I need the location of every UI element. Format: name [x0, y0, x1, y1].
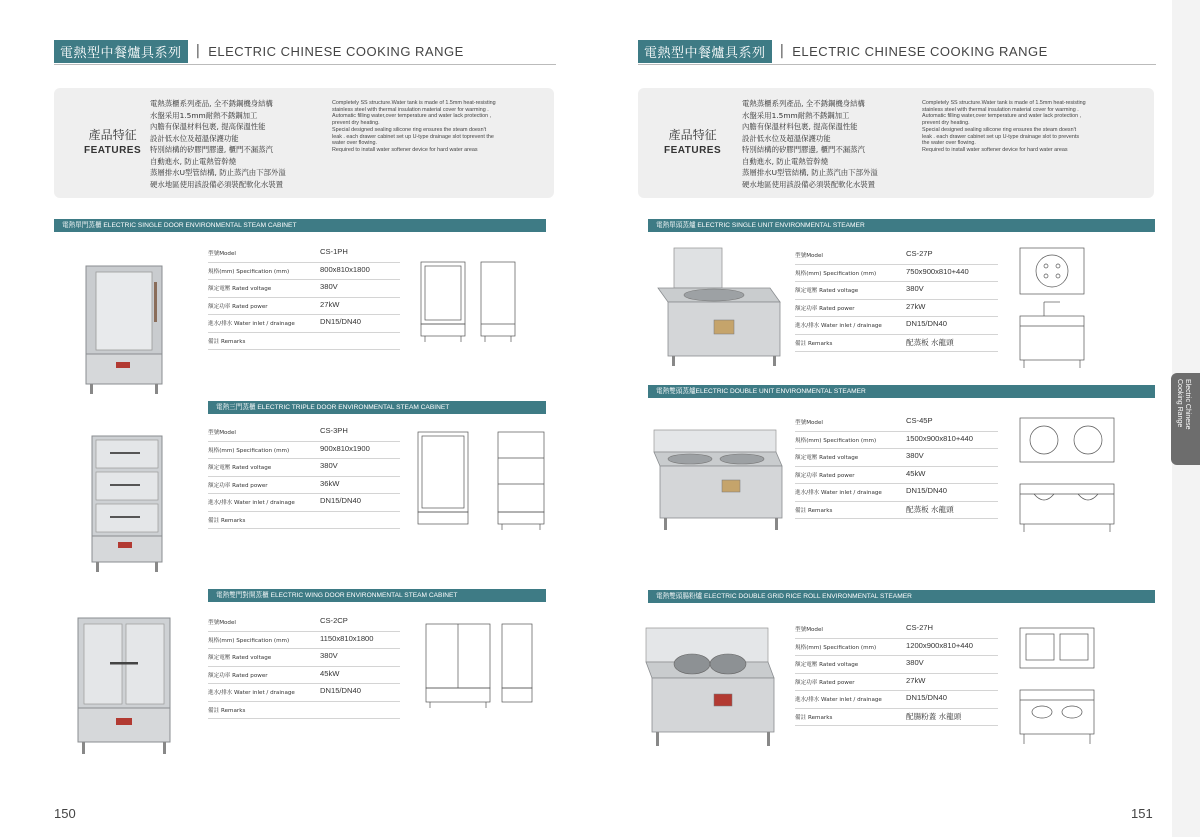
water-value: DN15/DN40	[320, 496, 361, 505]
voltage-value: 380V	[906, 284, 924, 293]
page-header	[54, 40, 464, 62]
product-title-bar: 電熱雙頭腸粉爐 ELECTRIC DOUBLE GRID RICE ROLL ENVIRONMENTAL STEAMER	[648, 590, 1155, 603]
features-panel	[54, 88, 554, 198]
technical-drawing	[1014, 242, 1094, 378]
features-cn-text: 電熱蒸櫃系列產品, 全不銹鋼機身結構 水盤采用1.5mm耐熱不銹鋼加工 內膽有保溫材料包裹, 提高保溫性能 設計低水位及超溫保護功能 特別結構的矽膠門膠邊, 櫃門不漏蒸汽 自動進水, 防止電熱管幹燒 蒸層排水U型管結構, 防止蒸汽由下部外溢 硬水地區使用該設備必須裝配軟化水裝置	[742, 99, 878, 189]
model-value: CS-2CP	[320, 616, 348, 625]
power-value: 45kW	[906, 468, 926, 478]
spec-value: 800x810x1800	[320, 264, 370, 274]
power-value: 36kW	[320, 478, 340, 488]
header-cn: 電熱型中餐爐具系列	[638, 40, 772, 63]
water-value: DN15/DN40	[320, 317, 361, 326]
header-rule	[54, 64, 556, 65]
page-number: 150	[54, 806, 76, 821]
features-title	[664, 126, 721, 156]
spec-table: 型號Model CS-1PH 規格(mm) Specification (mm) 800x810x1800 額定電壓 Rated voltage 380V 額定功率 Rated power 27kW 進水/排水 Water inlet / drainage DN15/DN40 備註 Remarks	[208, 245, 400, 350]
header-en: ELECTRIC CHINESE COOKING RANGE	[792, 43, 1048, 59]
model-value: CS-3PH	[320, 426, 348, 435]
remarks-value: 配蒸板 水龍頭	[906, 337, 954, 347]
voltage-value: 380V	[320, 651, 338, 660]
spec-table: 型號Model CS-27P 規格(mm) Specification (mm) 750x900x810+440 額定電壓 Rated voltage 380V 額定功率 Rated power 27kW 進水/排水 Water inlet / drainage DN15/DN40 備註 Remarks 配蒸板 水龍頭	[795, 247, 998, 352]
model-value: CS-1PH	[320, 247, 348, 256]
model-value: CS-27P	[906, 249, 933, 258]
product-title-bar: 電熱三門蒸櫃 ELECTRIC TRIPLE DOOR ENVIRONMENTAL STEAM CABINET	[208, 401, 546, 414]
power-value: 27kW	[906, 675, 926, 685]
water-value: DN15/DN40	[320, 686, 361, 695]
header-separator: |	[779, 43, 785, 59]
spec-value: 900x810x1900	[320, 443, 370, 453]
header-rule	[638, 64, 1156, 65]
spec-value: 750x900x810+440	[906, 266, 969, 276]
page-header	[638, 40, 1048, 62]
product-title-bar: 電熱雙頭蒸爐ELECTRIC DOUBLE UNIT ENVIRONMENTAL STEAMER	[648, 385, 1155, 398]
model-value: CS-27H	[906, 623, 934, 632]
features-cn-text: 電熱蒸櫃系列產品, 全不銹鋼機身結構 水盤采用1.5mm耐熱不銹鋼加工 內膽有保溫材料包裹, 提高保溫性能 設計低水位及超溫保護功能 特別結構的矽膠門膠邊, 櫃門不漏蒸汽 自動進水, 防止電熱管幹燒 蒸層排水U型管結構, 防止蒸汽由下部外溢 硬水地區使用該設備必須裝配軟化水裝置	[150, 99, 286, 189]
voltage-value: 380V	[320, 461, 338, 470]
features-title	[84, 126, 141, 156]
technical-drawing	[1014, 412, 1120, 542]
technical-drawing	[1014, 622, 1100, 750]
section-side-tab[interactable]	[1171, 373, 1200, 465]
product-title-bar: 電熱雙門對開蒸櫃 ELECTRIC WING DOOR ENVIRONMENTAL STEAM CABINET	[208, 589, 546, 602]
features-title-cn: 產品特征	[88, 128, 137, 142]
features-title-cn: 產品特征	[668, 128, 717, 142]
spec-table: 型號Model CS-45P 規格(mm) Specification (mm) 1500x900x810+440 額定電壓 Rated voltage 380V 額定功率 Rated power 45kW 進水/排水 Water inlet / drainage DN15/DN40 備註 Remarks 配蒸板 水龍頭	[795, 414, 998, 519]
features-panel	[638, 88, 1154, 198]
model-value: CS-45P	[906, 416, 933, 425]
power-value: 27kW	[320, 299, 340, 309]
features-title-en: FEATURES	[664, 145, 722, 156]
triple-door-cabinet-image	[86, 432, 170, 574]
rice-roll-steamer-image	[640, 622, 776, 748]
side-tab-label: Electric Chinese Cooking Range	[1176, 379, 1191, 430]
page-number: 151	[1131, 806, 1153, 821]
water-value: DN15/DN40	[906, 319, 947, 328]
remarks-value: 配蒸板 水龍頭	[906, 504, 954, 514]
water-value: DN15/DN40	[906, 693, 947, 702]
spec-table: 型號Model CS-3PH 規格(mm) Specification (mm) 900x810x1900 額定電壓 Rated voltage 380V 額定功率 Rated power 36kW 進水/排水 Water inlet / drainage DN15/DN40 備註 Remarks	[208, 424, 400, 529]
double-unit-steamer-image	[650, 422, 784, 532]
power-value: 27kW	[906, 301, 926, 311]
spec-table: 型號Model CS-2CP 規格(mm) Specification (mm) 1150x810x1800 額定電壓 Rated voltage 380V 額定功率 Rated power 45kW 進水/排水 Water inlet / drainage DN15/DN40 備註 Remarks	[208, 614, 400, 719]
remarks-value: 配腸粉蓋 水龍頭	[906, 711, 962, 721]
features-en-text: Completely SS structure.Water tank is made of 1.5mm heat-resisting stainless steel with thermal insulation material cover for warming . Automatic filling water,over temperature and water lack protection , prevent dry heating. Special designed sealing silicone ring ensures the steam doesn't leak . each drawer cabinet set up U-type drainage slot toprevent the water over flowing. Required to install water softener device for hard water areas	[332, 100, 496, 153]
voltage-value: 380V	[906, 451, 924, 460]
features-en-text: Completely SS structure.Water tank is made of 1.5mm heat-resisting stainless steel with thermal insulation material cover for warming . Automatic filling water,over temperature and water lack protection , prevent dry heating. Special designed sealing silicone ring ensures the steam doesn't leak . each drawer cabinet set up U-type drainage slot to prevents the water over flowing. Required to install water softener device for hard water areas	[922, 100, 1086, 153]
voltage-value: 380V	[320, 282, 338, 291]
spec-table: 型號Model CS-27H 規格(mm) Specification (mm) 1200x900x810+440 額定電壓 Rated voltage 380V 額定功率 Rated power 27kW 進水/排水 Water inlet / drainage DN15/DN40 備註 Remarks 配腸粉蓋 水龍頭	[795, 621, 998, 726]
water-value: DN15/DN40	[906, 486, 947, 495]
voltage-value: 380V	[906, 658, 924, 667]
features-title-en: FEATURES	[84, 145, 142, 156]
header-cn: 電熱型中餐爐具系列	[54, 40, 188, 63]
header-en: ELECTRIC CHINESE COOKING RANGE	[208, 43, 464, 59]
technical-drawing	[412, 426, 552, 536]
single-door-cabinet-image	[80, 262, 170, 396]
power-value: 45kW	[320, 668, 340, 678]
technical-drawing	[415, 256, 525, 348]
single-unit-steamer-image	[652, 244, 786, 368]
product-title-bar: 電熱單頭蒸爐 ELECTRIC SINGLE UNIT ENVIRONMENTAL STEAMER	[648, 219, 1155, 232]
technical-drawing	[420, 618, 538, 718]
product-title-bar: 電熱單門蒸櫃 ELECTRIC SINGLE DOOR ENVIRONMENTAL STEAM CABINET	[54, 219, 546, 232]
spec-value: 1200x900x810+440	[906, 640, 973, 650]
wing-door-cabinet-image	[72, 614, 178, 756]
header-separator: |	[195, 43, 201, 59]
spec-value: 1500x900x810+440	[906, 433, 973, 443]
right-page	[600, 0, 1200, 837]
spec-value: 1150x810x1800	[320, 633, 374, 643]
